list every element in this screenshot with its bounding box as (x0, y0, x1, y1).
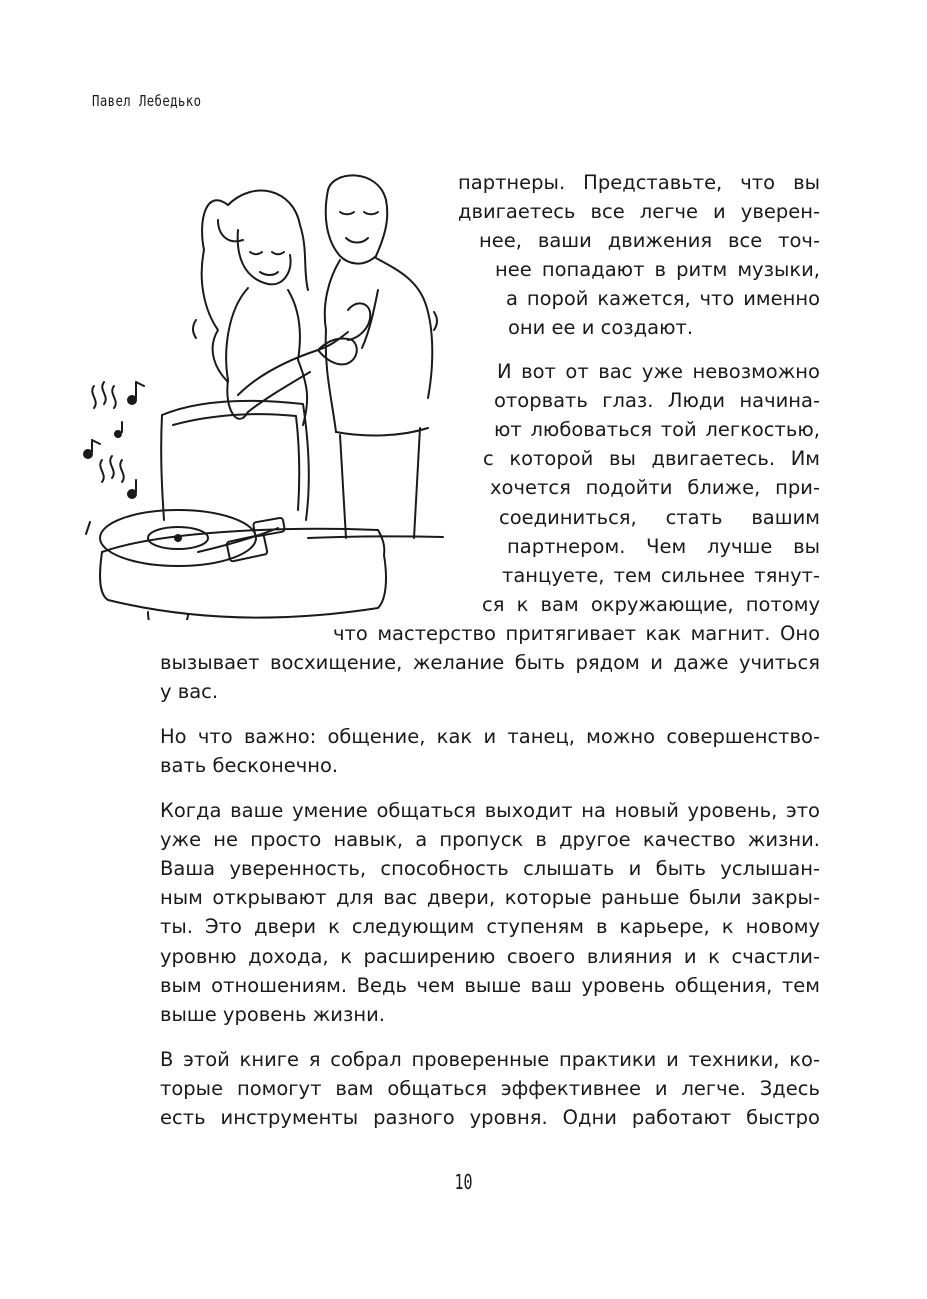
text-line: они ее и создают. (508, 316, 694, 339)
text-line: ся к вам окружающие, потому (482, 593, 820, 616)
text-line: а порой кажется, что именно (506, 287, 820, 310)
text-line: Но что важно: общение, как и танец, можно совершенство- (160, 725, 820, 748)
text-line: вым отношениям. Ведь чем выше ваш уровень общения, тем (160, 974, 820, 997)
text-line: двигаетесь все легче и уверен- (458, 200, 820, 223)
text-line: оторвать глаз. Люди начина- (494, 389, 820, 412)
text-line: есть инструменты разного уровня. Одни работают быстро (160, 1106, 820, 1129)
page-number: 10 (454, 1170, 473, 1194)
text-line: партнером. Чем лучше вы (507, 535, 820, 558)
text-line: ты. Это двери к следующим ступеням в карьере, к новому (160, 915, 820, 938)
text-line: Когда ваше умение общаться выходит на новый уровень, это (160, 799, 820, 822)
running-header-author: Павел Лебедько (92, 92, 202, 110)
text-line: уже не просто навык, а пропуск в другое качество жизни. (160, 828, 820, 851)
text-line: уровню дохода, к расширению своего влияния и к счастли- (160, 945, 820, 968)
text-line: что мастерство притягивает как магнит. Оно (333, 622, 820, 645)
text-line: нее, ваши движения все точ- (479, 229, 820, 252)
text-line: ют любоваться той легкостью, (494, 418, 820, 441)
dancing-couple-illustration (78, 160, 448, 620)
text-line: торые помогут вам общаться эффективнее и легче. Здесь (160, 1077, 820, 1100)
text-line: В этой книге я собрал проверенные практики и техники, ко- (160, 1048, 820, 1071)
text-line: ным открывают для вас двери, которые раньше были закры- (160, 886, 820, 909)
text-line: нее попадают в ритм музыки, (495, 258, 820, 281)
text-line: танцуете, тем сильнее тянут- (502, 564, 820, 587)
text-line: И вот от вас уже невозможно (497, 360, 820, 383)
text-line: с которой вы двигаетесь. Им (483, 447, 820, 470)
text-line: партнеры. Представьте, что вы (458, 171, 820, 194)
text-line: Ваша уверенность, способность слышать и быть услышан- (160, 857, 820, 880)
text-line: выше уровень жизни. (160, 1003, 385, 1026)
text-line: вать бесконечно. (160, 754, 339, 777)
text-line: вызывает восхищение, желание быть рядом и даже учиться (160, 651, 820, 674)
text-line: соединиться, стать вашим (499, 506, 820, 529)
text-line: у вас. (160, 680, 219, 703)
text-line: хочется подойти ближе, при- (490, 476, 820, 499)
